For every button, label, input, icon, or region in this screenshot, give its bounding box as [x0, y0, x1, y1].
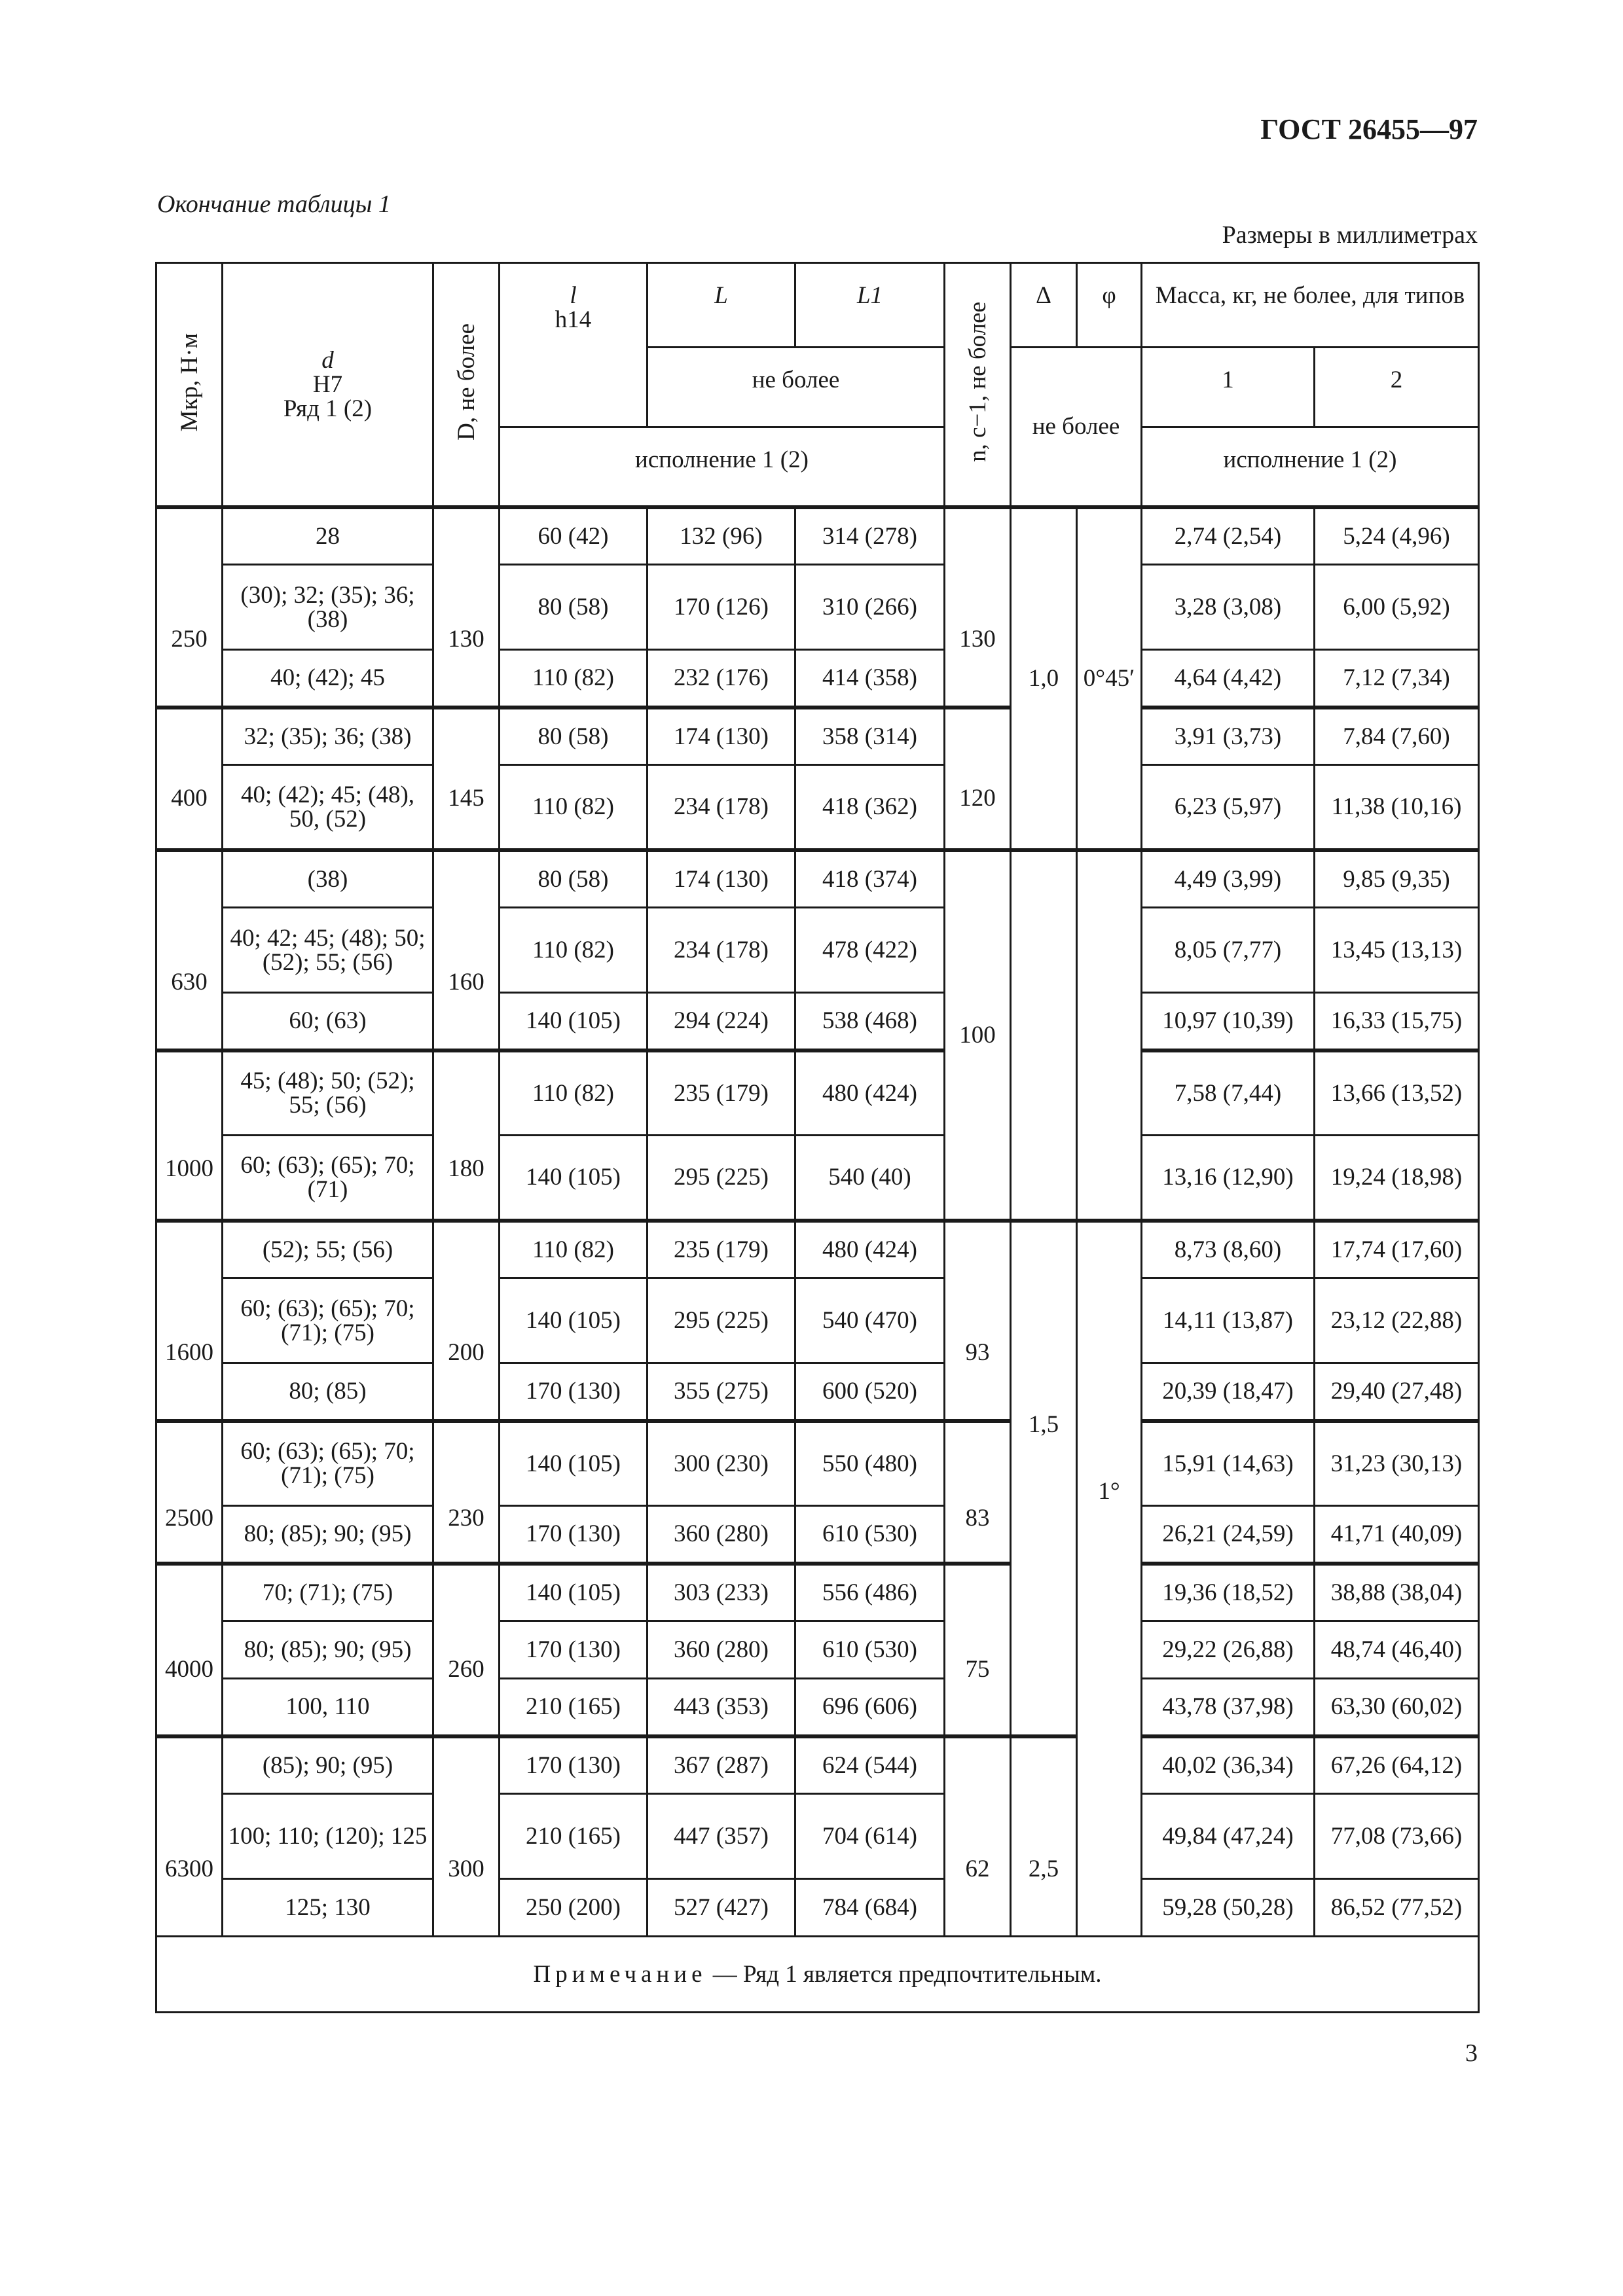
cell-mass-1: 15,91 (14,63) — [1142, 1421, 1315, 1506]
header-n: n, с−1, не более — [945, 263, 1011, 507]
cell-L: 294 (224) — [647, 993, 795, 1050]
header-type-2: 2 — [1315, 348, 1479, 427]
cell-L: 303 (233) — [647, 1564, 795, 1621]
cell-L: 360 (280) — [647, 1506, 795, 1564]
cell-mass-2: 86,52 (77,52) — [1315, 1879, 1479, 1937]
table-row — [156, 1278, 1479, 1363]
cell-l: 250 (200) — [500, 1879, 647, 1937]
cell-L1: 704 (614) — [795, 1794, 945, 1879]
cell-L1: 540 (40) — [795, 1136, 945, 1221]
cell-l: 170 (130) — [500, 1506, 647, 1564]
table-row — [156, 908, 1479, 993]
cell-l: 140 (105) — [500, 1278, 647, 1363]
cell-L: 235 (179) — [647, 1221, 795, 1278]
page-number: 3 — [1465, 2039, 1478, 2067]
cell-d: 60; (63) — [223, 993, 433, 1050]
cell-l: 110 (82) — [500, 650, 647, 708]
cell-mass-2: 48,74 (46,40) — [1315, 1621, 1479, 1679]
cell-n: 75 — [945, 1564, 1011, 1736]
header-L: L — [647, 263, 795, 348]
note-row — [156, 1937, 1479, 2013]
table-row — [156, 1421, 1479, 1506]
table-note — [156, 1937, 1479, 2013]
table-row — [156, 1794, 1479, 1879]
cell-l: 110 (82) — [500, 1221, 647, 1278]
cell-n: 100 — [945, 850, 1011, 1221]
cell-mass-1: 19,36 (18,52) — [1142, 1564, 1315, 1621]
cell-mkr: 630 — [156, 850, 223, 1050]
cell-delta: 2,5 — [1011, 1736, 1077, 1937]
cell-l: 170 (130) — [500, 1363, 647, 1421]
cell-mkr: 250 — [156, 507, 223, 708]
cell-L1: 540 (470) — [795, 1278, 945, 1363]
cell-L: 174 (130) — [647, 708, 795, 765]
cell-L1: 310 (266) — [795, 565, 945, 650]
cell-n: 130 — [945, 507, 1011, 708]
cell-d: 80; (85) — [223, 1363, 433, 1421]
cell-L1: 610 (530) — [795, 1506, 945, 1564]
table-row — [156, 1879, 1479, 1937]
cell-mass-2: 13,45 (13,13) — [1315, 908, 1479, 993]
header-ispolnenie-lengths: исполнение 1 (2) — [500, 427, 945, 507]
table-header — [156, 263, 1479, 507]
header-L1: L1 — [795, 263, 945, 348]
header-phi: φ — [1077, 263, 1142, 348]
cell-l: 210 (165) — [500, 1794, 647, 1879]
note-text: — Ряд 1 является предпочтительным. — [706, 1961, 1102, 1988]
cell-d: (52); 55; (56) — [223, 1221, 433, 1278]
table-row — [156, 1136, 1479, 1221]
cell-L: 360 (280) — [647, 1621, 795, 1679]
cell-d: 40; 42; 45; (48); 50; (52); 55; (56) — [223, 908, 433, 993]
cell-mass-2: 13,66 (13,52) — [1315, 1050, 1479, 1136]
cell-mass-1: 49,84 (47,24) — [1142, 1794, 1315, 1879]
cell-L1: 414 (358) — [795, 650, 945, 708]
cell-d: (30); 32; (35); 36; (38) — [223, 565, 433, 650]
header-delta: Δ — [1011, 263, 1077, 348]
cell-mass-1: 4,49 (3,99) — [1142, 850, 1315, 908]
table-row — [156, 1221, 1479, 1278]
cell-L: 174 (130) — [647, 850, 795, 908]
cell-mkr: 6300 — [156, 1736, 223, 1937]
cell-n: 93 — [945, 1221, 1011, 1421]
cell-mkr: 400 — [156, 708, 223, 850]
cell-mass-2: 7,12 (7,34) — [1315, 650, 1479, 708]
units-note: Размеры в миллиметрах — [1222, 221, 1478, 249]
cell-mkr: 1600 — [156, 1221, 223, 1421]
cell-mass-1: 7,58 (7,44) — [1142, 1050, 1315, 1136]
cell-mass-2: 38,88 (38,04) — [1315, 1564, 1479, 1621]
cell-l: 110 (82) — [500, 765, 647, 850]
cell-d: 60; (63); (65); 70; (71); (75) — [223, 1421, 433, 1506]
table-row — [156, 765, 1479, 850]
table-body — [156, 507, 1479, 2013]
cell-d: (85); 90; (95) — [223, 1736, 433, 1794]
cell-d: 60; (63); (65); 70; (71) — [223, 1136, 433, 1221]
table-caption: Окончание таблицы 1 — [157, 190, 391, 218]
cell-n: 120 — [945, 708, 1011, 850]
cell-mass-2: 77,08 (73,66) — [1315, 1794, 1479, 1879]
table-row — [156, 993, 1479, 1050]
cell-mass-2: 41,71 (40,09) — [1315, 1506, 1479, 1564]
cell-d: 80; (85); 90; (95) — [223, 1506, 433, 1564]
cell-d: (38) — [223, 850, 433, 908]
cell-mass-1: 43,78 (37,98) — [1142, 1679, 1315, 1736]
header-l: l h14 — [500, 263, 647, 427]
cell-L1: 538 (468) — [795, 993, 945, 1050]
cell-d: 40; (42); 45; (48), 50, (52) — [223, 765, 433, 850]
cell-L: 232 (176) — [647, 650, 795, 708]
cell-L1: 784 (684) — [795, 1879, 945, 1937]
cell-n: 62 — [945, 1736, 1011, 1937]
cell-l: 170 (130) — [500, 1736, 647, 1794]
cell-mass-2: 17,74 (17,60) — [1315, 1221, 1479, 1278]
cell-L: 527 (427) — [647, 1879, 795, 1937]
cell-mass-2: 11,38 (10,16) — [1315, 765, 1479, 850]
cell-mass-2: 5,24 (4,96) — [1315, 507, 1479, 565]
cell-l: 170 (130) — [500, 1621, 647, 1679]
cell-l: 140 (105) — [500, 1564, 647, 1621]
table-row — [156, 850, 1479, 908]
cell-phi: 1° — [1077, 1221, 1142, 1937]
cell-d: 28 — [223, 507, 433, 565]
cell-d: 60; (63); (65); 70; (71); (75) — [223, 1278, 433, 1363]
cell-L1: 600 (520) — [795, 1363, 945, 1421]
table-row — [156, 1363, 1479, 1421]
table-row — [156, 565, 1479, 650]
cell-L1: 610 (530) — [795, 1621, 945, 1679]
cell-mass-1: 6,23 (5,97) — [1142, 765, 1315, 850]
cell-mass-2: 16,33 (15,75) — [1315, 993, 1479, 1050]
cell-L1: 480 (424) — [795, 1050, 945, 1136]
cell-phi-empty — [1077, 850, 1142, 1221]
cell-l: 140 (105) — [500, 1421, 647, 1506]
header-type-1: 1 — [1142, 348, 1315, 427]
cell-delta: 1,5 — [1011, 1221, 1077, 1736]
cell-mass-1: 3,28 (3,08) — [1142, 565, 1315, 650]
header-D: D, не более — [433, 263, 500, 507]
table-row — [156, 708, 1479, 765]
table-row — [156, 507, 1479, 565]
cell-n: 83 — [945, 1421, 1011, 1564]
cell-L: 443 (353) — [647, 1679, 795, 1736]
cell-mass-1: 3,91 (3,73) — [1142, 708, 1315, 765]
cell-d: 32; (35); 36; (38) — [223, 708, 433, 765]
header-mass: Масса, кг, не более, для типов — [1142, 263, 1479, 348]
cell-L1: 314 (278) — [795, 507, 945, 565]
cell-L: 367 (287) — [647, 1736, 795, 1794]
cell-d: 70; (71); (75) — [223, 1564, 433, 1621]
cell-L: 234 (178) — [647, 765, 795, 850]
cell-l: 110 (82) — [500, 908, 647, 993]
cell-mass-1: 14,11 (13,87) — [1142, 1278, 1315, 1363]
cell-L: 355 (275) — [647, 1363, 795, 1421]
cell-L1: 478 (422) — [795, 908, 945, 993]
table-row — [156, 1621, 1479, 1679]
cell-L1: 358 (314) — [795, 708, 945, 765]
cell-l: 80 (58) — [500, 850, 647, 908]
cell-D: 230 — [433, 1421, 500, 1564]
cell-l: 140 (105) — [500, 993, 647, 1050]
cell-L1: 556 (486) — [795, 1564, 945, 1621]
cell-mass-2: 67,26 (64,12) — [1315, 1736, 1479, 1794]
cell-D: 200 — [433, 1221, 500, 1421]
cell-L1: 480 (424) — [795, 1221, 945, 1278]
cell-d: 100, 110 — [223, 1679, 433, 1736]
cell-mass-1: 8,73 (8,60) — [1142, 1221, 1315, 1278]
cell-mkr: 2500 — [156, 1421, 223, 1564]
cell-mass-1: 29,22 (26,88) — [1142, 1621, 1315, 1679]
table-row — [156, 1506, 1479, 1564]
table-row — [156, 1564, 1479, 1621]
cell-mass-1: 13,16 (12,90) — [1142, 1136, 1315, 1221]
cell-mass-2: 6,00 (5,92) — [1315, 565, 1479, 650]
cell-mass-1: 2,74 (2,54) — [1142, 507, 1315, 565]
cell-mass-2: 31,23 (30,13) — [1315, 1421, 1479, 1506]
header-ne-bolee-delta-phi: не более — [1011, 348, 1142, 507]
cell-D: 130 — [433, 507, 500, 708]
cell-mass-1: 26,21 (24,59) — [1142, 1506, 1315, 1564]
cell-mass-2: 23,12 (22,88) — [1315, 1278, 1479, 1363]
cell-L1: 418 (374) — [795, 850, 945, 908]
cell-mass-1: 59,28 (50,28) — [1142, 1879, 1315, 1937]
cell-L1: 696 (606) — [795, 1679, 945, 1736]
cell-D: 300 — [433, 1736, 500, 1937]
header-ne-bolee-L: не более — [647, 348, 945, 427]
cell-L: 234 (178) — [647, 908, 795, 993]
cell-L1: 624 (544) — [795, 1736, 945, 1794]
cell-D: 180 — [433, 1050, 500, 1221]
cell-d: 100; 110; (120); 125 — [223, 1794, 433, 1879]
cell-L1: 418 (362) — [795, 765, 945, 850]
table-row — [156, 650, 1479, 708]
cell-L: 295 (225) — [647, 1136, 795, 1221]
cell-delta: 1,0 — [1011, 507, 1077, 850]
cell-mkr: 1000 — [156, 1050, 223, 1221]
note-label: Примечание — [533, 1961, 707, 1988]
cell-mass-2: 29,40 (27,48) — [1315, 1363, 1479, 1421]
cell-mass-2: 9,85 (9,35) — [1315, 850, 1479, 908]
cell-d: 45; (48); 50; (52); 55; (56) — [223, 1050, 433, 1136]
cell-d: 80; (85); 90; (95) — [223, 1621, 433, 1679]
cell-mkr: 4000 — [156, 1564, 223, 1736]
cell-L: 300 (230) — [647, 1421, 795, 1506]
cell-l: 80 (58) — [500, 708, 647, 765]
cell-l: 110 (82) — [500, 1050, 647, 1136]
cell-mass-1: 8,05 (7,77) — [1142, 908, 1315, 993]
header-ispolnenie-mass: исполнение 1 (2) — [1142, 427, 1479, 507]
cell-L1: 550 (480) — [795, 1421, 945, 1506]
table-row — [156, 1679, 1479, 1736]
cell-D: 260 — [433, 1564, 500, 1736]
cell-L: 295 (225) — [647, 1278, 795, 1363]
cell-mass-2: 63,30 (60,02) — [1315, 1679, 1479, 1736]
cell-L: 447 (357) — [647, 1794, 795, 1879]
cell-mass-2: 7,84 (7,60) — [1315, 708, 1479, 765]
cell-mass-1: 40,02 (36,34) — [1142, 1736, 1315, 1794]
cell-d: 125; 130 — [223, 1879, 433, 1937]
document-code: ГОСТ 26455—97 — [1260, 113, 1478, 145]
cell-L: 235 (179) — [647, 1050, 795, 1136]
table-row — [156, 1736, 1479, 1794]
header-mkr: Мкр, Н·м — [156, 263, 223, 507]
table-row — [156, 1050, 1479, 1136]
cell-mass-1: 4,64 (4,42) — [1142, 650, 1315, 708]
header-d: d H7 Ряд 1 (2) — [223, 263, 433, 507]
cell-l: 210 (165) — [500, 1679, 647, 1736]
cell-mass-1: 20,39 (18,47) — [1142, 1363, 1315, 1421]
cell-D: 160 — [433, 850, 500, 1050]
cell-l: 80 (58) — [500, 565, 647, 650]
dimensions-table — [155, 262, 1480, 2013]
cell-delta-empty — [1011, 850, 1077, 1221]
cell-l: 140 (105) — [500, 1136, 647, 1221]
cell-mass-2: 19,24 (18,98) — [1315, 1136, 1479, 1221]
cell-phi: 0°45′ — [1077, 507, 1142, 850]
cell-D: 145 — [433, 708, 500, 850]
cell-L: 132 (96) — [647, 507, 795, 565]
cell-L: 170 (126) — [647, 565, 795, 650]
cell-mass-1: 10,97 (10,39) — [1142, 993, 1315, 1050]
cell-d: 40; (42); 45 — [223, 650, 433, 708]
cell-l: 60 (42) — [500, 507, 647, 565]
